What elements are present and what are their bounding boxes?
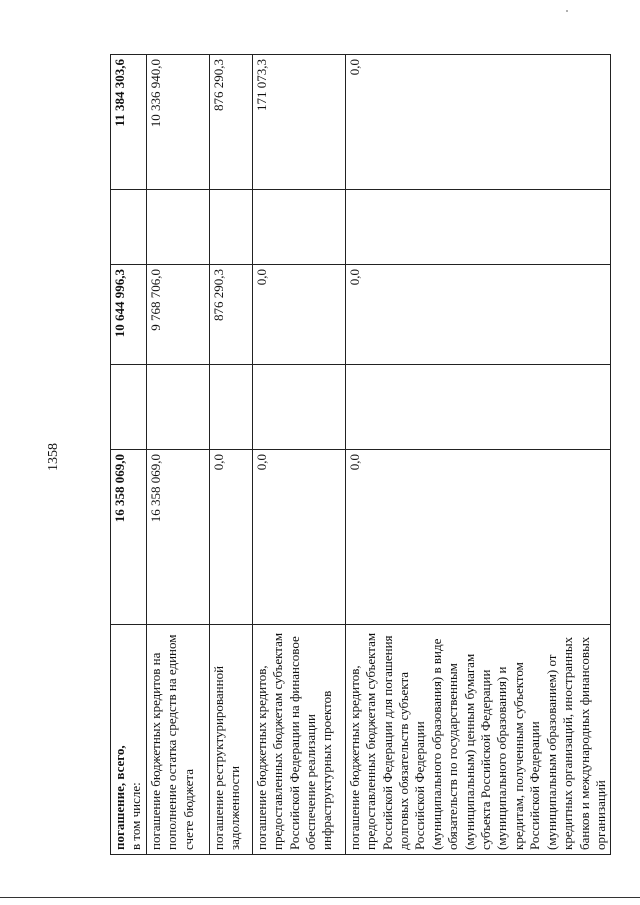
row-label: погашение бюджетных кредитов, предоставленных бюджетам субъектам Российской Федерации на финансовое обеспечение реализации инфраструктурных проектов	[252, 625, 345, 855]
cell-value: 876 290,3	[209, 55, 252, 190]
cell-value: 10 644 996,3	[111, 265, 147, 365]
cell-value: 0,0	[209, 450, 252, 625]
table-row	[209, 55, 252, 855]
cell-value: 171 073,3	[252, 55, 345, 190]
cell-value	[111, 365, 147, 450]
cell-value	[345, 190, 611, 265]
cell-value: 876 290,3	[209, 265, 252, 365]
cell-value: 0,0	[345, 450, 611, 625]
row-label-sub: в том числе:	[128, 782, 144, 850]
cell-value	[209, 190, 252, 265]
cell-value	[209, 365, 252, 450]
cell-value: 0,0	[252, 265, 345, 365]
rotated-table-container	[110, 55, 608, 855]
cell-value: 9 768 706,0	[146, 265, 209, 365]
table-row	[345, 55, 611, 855]
cell-value: 16 358 069,0	[111, 450, 147, 625]
row-label: погашение бюджетных кредитов на пополнение остатка средств на едином счете бюджета	[146, 625, 209, 855]
row-label: погашение реструктурированной задолженности	[209, 625, 252, 855]
cell-value: 10 336 940,0	[146, 55, 209, 190]
row-label: погашение бюджетных кредитов, предоставленных бюджетам субъектам Российской Федерации для погашения долговых обязательств субъекта Российской Федерации (муниципального образования) в виде обязательств по государственным (муниципальным) ценным бумагам субъекта Российской Федерации (муниципального образования) и кредитам, полученным субъектом Российской Федерации (муниципальным образованием) от кредитных организаций, иностранных банков и международных финансовых организаций	[345, 625, 611, 855]
cell-value: 0,0	[345, 55, 611, 190]
cell-value	[146, 190, 209, 265]
cell-value	[252, 190, 345, 265]
cell-value: 0,0	[252, 450, 345, 625]
cell-value: 0,0	[345, 265, 611, 365]
cell-value	[111, 190, 147, 265]
table-row	[146, 55, 209, 855]
cell-value	[146, 365, 209, 450]
table-row	[252, 55, 345, 855]
cell-value	[252, 365, 345, 450]
budget-table	[110, 54, 611, 855]
row-label	[111, 625, 147, 855]
table-row-total	[111, 55, 147, 855]
cell-value	[345, 365, 611, 450]
page-bottom-rule	[0, 897, 640, 898]
cell-value: 16 358 069,0	[146, 450, 209, 625]
scan-speck	[566, 10, 568, 12]
cell-value: 11 384 303,6	[111, 55, 147, 190]
row-label-bold: погашение, всего,	[112, 745, 127, 850]
page-number: 1358	[46, 443, 61, 471]
